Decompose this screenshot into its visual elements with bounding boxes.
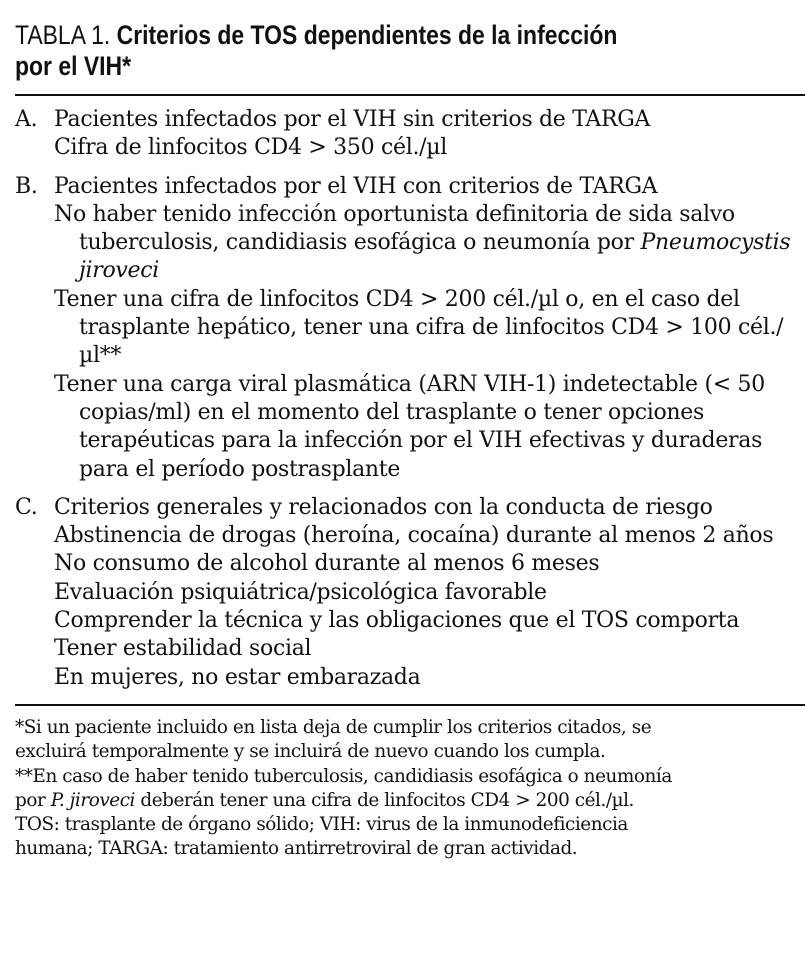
section-b-letter: B. bbox=[15, 173, 38, 199]
section-c-item-6: En mujeres, no estar embarazada bbox=[54, 664, 421, 690]
footnote-2-pre: por bbox=[15, 789, 51, 811]
title-line-1 bbox=[15, 20, 780, 51]
footnote-2-line-1: **En caso de haber tenido tuberculosis, candidiasis esofágica o neumonía bbox=[15, 765, 672, 787]
footnote-1-line-2: excluirá temporalmente y se incluirá de nuevo cuando los cumpla. bbox=[15, 741, 606, 763]
section-a bbox=[15, 106, 805, 163]
table-container bbox=[15, 20, 805, 862]
section-b-heading bbox=[15, 173, 805, 201]
section-a-heading bbox=[15, 106, 805, 134]
section-a-letter: A. bbox=[15, 107, 38, 132]
footnote-2-post: deberán tener una cifra de linfocitos CD4 > 200 cél./µl. bbox=[134, 789, 634, 811]
footnote-1-line-1: *Si un paciente incluido en lista deja de cumplir los criterios citados, se bbox=[15, 716, 652, 738]
section-c-item-1: Abstinencia de drogas (heroína, cocaína) durante al menos 2 años bbox=[54, 523, 774, 549]
section-c-heading bbox=[15, 494, 805, 522]
section-c-item-2: No consumo de alcohol durante al menos 6 meses bbox=[54, 551, 600, 577]
section-b bbox=[15, 173, 805, 484]
section-c-item-3: Evaluación psiquiátrica/psicológica favorable bbox=[54, 579, 547, 605]
footnote-2-italic: P. jiroveci bbox=[50, 789, 135, 811]
section-b-item-2: Tener una cifra de linfocitos CD4 > 200 cél./µl o, en el caso del trasplante hepático, tener una cifra de linfocitos CD4 > 100 cél./µl** bbox=[54, 286, 784, 369]
footnotes bbox=[15, 716, 805, 862]
section-c-title: Criterios generales y relacionados con la conducta de riesgo bbox=[54, 494, 713, 520]
section-c-letter: C. bbox=[15, 494, 38, 520]
section-c-item-5: Tener estabilidad social bbox=[54, 636, 312, 662]
bottom-rule bbox=[15, 704, 805, 706]
section-a-item-1: Cifra de linfocitos CD4 > 350 cél./µl bbox=[54, 135, 447, 161]
section-c bbox=[15, 494, 805, 692]
section-b-item-3: Tener una carga viral plasmática (ARN VIH-1) indetectable (< 50 copias/ml) en el momento del trasplante o tener opciones terapéuticas para la infección por el VIH efectivas y duraderas para el período postrasplante bbox=[54, 371, 765, 482]
section-c-item-4: Comprender la técnica y las obligaciones que el TOS comporta bbox=[54, 608, 740, 634]
footnote-2-line-2 bbox=[15, 789, 805, 813]
section-b-item-1-italic: Pneumocystis jiroveci bbox=[79, 230, 791, 284]
table-title bbox=[15, 20, 780, 82]
table-heading-line-1: Criterios de TOS dependientes de la infección bbox=[116, 20, 618, 50]
section-b-title: Pacientes infectados por el VIH con criterios de TARGA bbox=[54, 173, 658, 199]
table-label: TABLA 1. bbox=[15, 20, 111, 50]
table-body bbox=[15, 106, 805, 692]
abbreviations-line-2: humana; TARGA: tratamiento antirretroviral de gran actividad. bbox=[15, 838, 578, 860]
section-b-item-1 bbox=[15, 201, 805, 286]
abbreviations-line-1: TOS: trasplante de órgano sólido; VIH: virus de la inmunodeficiencia bbox=[15, 814, 628, 836]
section-a-title: Pacientes infectados por el VIH sin criterios de TARGA bbox=[54, 107, 651, 132]
table-heading-line-2: por el VIH* bbox=[15, 51, 132, 81]
top-rule bbox=[15, 94, 805, 96]
section-b-item-1-text: No haber tenido infección oportunista definitoria de sida salvo tuberculosis, candidiasis esofágica o neumonía por bbox=[54, 201, 735, 256]
